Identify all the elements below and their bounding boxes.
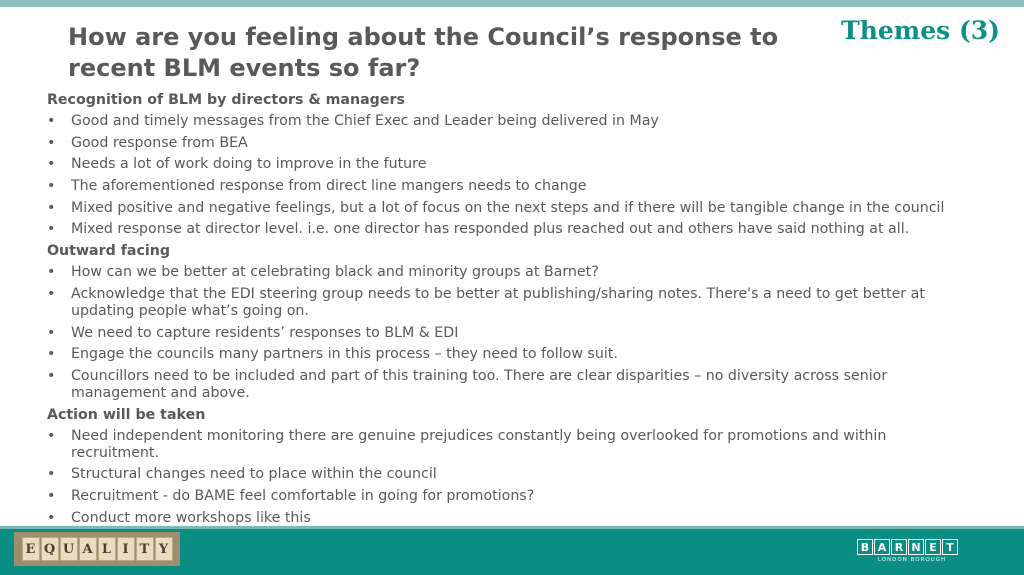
letter-tile: A xyxy=(79,537,97,561)
bullet-item: • Good response from BEA xyxy=(47,135,977,152)
letter-tile: T xyxy=(136,537,154,561)
slide-content xyxy=(47,92,977,526)
bullet-item: • Needs a lot of work doing to improve in the future xyxy=(47,156,977,173)
section-heading: Outward facing xyxy=(47,243,170,260)
bullet-item: • Acknowledge that the EDI steering group needs to be better at publishing/sharing notes. There's a need to get better at updating people what’s going on. xyxy=(47,286,977,320)
logo-letter: E xyxy=(925,539,941,555)
letter-tile: L xyxy=(98,537,116,561)
letter-tile: Y xyxy=(155,537,173,561)
letter-tile: I xyxy=(117,537,135,561)
slide-title: How are you feeling about the Council’s response to recent BLM events so far? xyxy=(68,23,779,82)
bullet-item: • Need independent monitoring there are genuine prejudices constantly being overlooked for promotions and within recruitment. xyxy=(47,428,977,462)
bullet-item: • Mixed positive and negative feelings, but a lot of focus on the next steps and if there will be tangible change in the council xyxy=(47,200,977,217)
bullet-item: • Recruitment - do BAME feel comfortable in going for promotions? xyxy=(47,488,977,505)
bullet-list xyxy=(47,428,977,526)
bullet-item: • Councillors need to be included and part of this training too. There are clear disparities – no diversity across senior management and above. xyxy=(47,368,977,402)
logo-letter: R xyxy=(891,539,907,555)
bullet-item: • Good and timely messages from the Chief Exec and Leader being delivered in May xyxy=(47,113,977,130)
bullet-item: • The aforementioned response from direct line mangers needs to change xyxy=(47,178,977,195)
bullet-item: • We need to capture residents’ responses to BLM & EDI xyxy=(47,325,977,342)
themes-label: Themes (3) xyxy=(841,16,1000,45)
bullet-item: • How can we be better at celebrating black and minority groups at Barnet? xyxy=(47,264,977,281)
top-accent-bar xyxy=(0,0,1024,7)
bullet-list xyxy=(47,264,977,402)
bullet-item: • Structural changes need to place within the council xyxy=(47,466,977,483)
logo-letter: A xyxy=(874,539,890,555)
footer-stripe xyxy=(0,526,1024,529)
logo-letter: B xyxy=(857,539,873,555)
equality-tiles-image xyxy=(14,532,180,566)
section-heading: Action will be taken xyxy=(47,406,206,423)
letter-tile: U xyxy=(60,537,78,561)
bullet-item: • Conduct more workshops like this xyxy=(47,510,977,526)
barnet-logo xyxy=(857,539,967,563)
bullet-list xyxy=(47,113,977,238)
bullet-item: • Mixed response at director level. i.e. one director has responded plus reached out and others have said nothing at all. xyxy=(47,221,977,238)
barnet-logo-subtitle: LONDON BOROUGH xyxy=(877,557,947,563)
letter-tile: Q xyxy=(41,537,59,561)
letter-tile: E xyxy=(22,537,40,561)
bullet-item: • Engage the councils many partners in this process – they need to follow suit. xyxy=(47,346,977,363)
logo-letter: N xyxy=(908,539,924,555)
logo-letter: T xyxy=(942,539,958,555)
barnet-logo-letters xyxy=(857,539,967,555)
section-heading: Recognition of BLM by directors & managers xyxy=(47,92,405,108)
